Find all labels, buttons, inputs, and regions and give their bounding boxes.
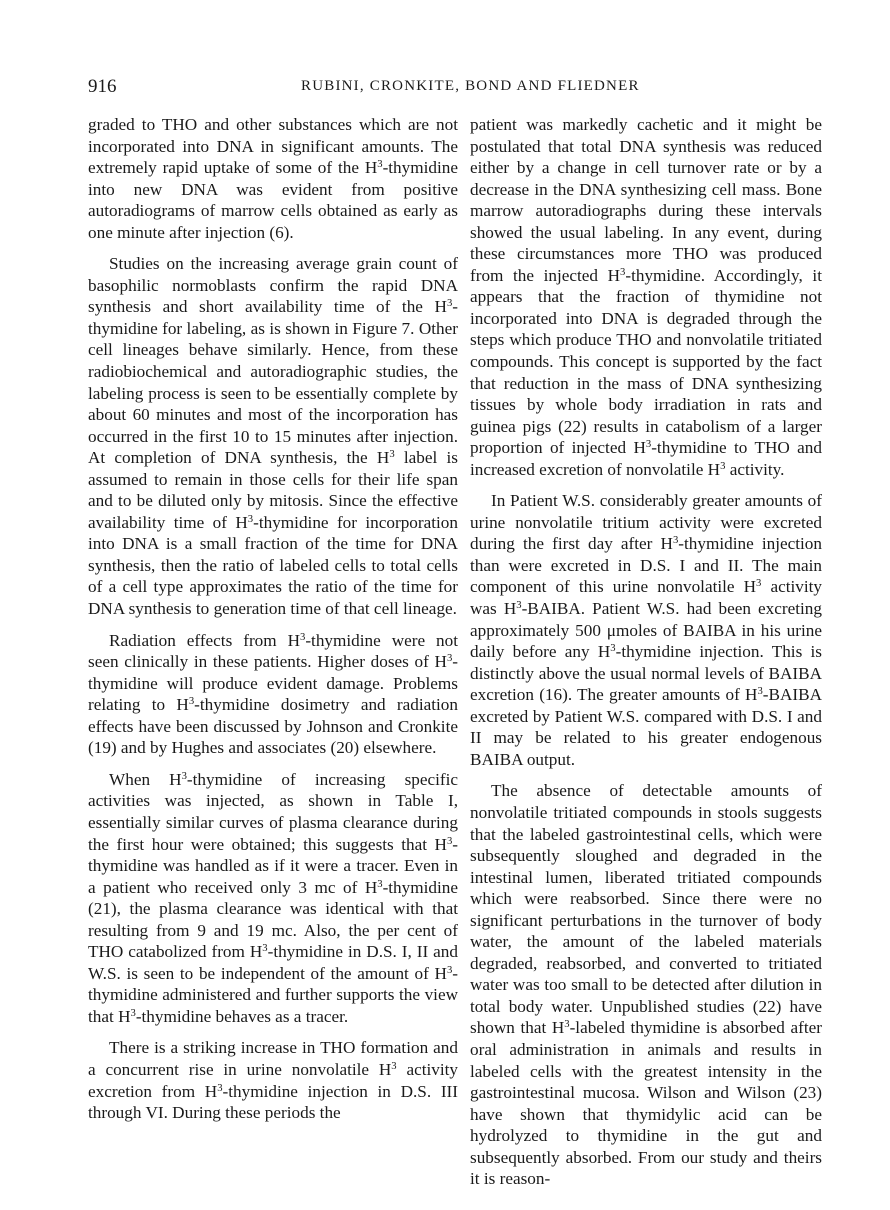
right-column [470, 114, 822, 1200]
paragraph: patient was markedly cachetic and it might be postulated that total DNA synthesis was reduced either by a change in cell turnover rate or by a decrease in the DNA synthesizing cell mass. Bone marrow autoradiographs during these intervals showed the usual labeling. In any event, during these circumstances more THO was produced from the injected $H^3$-thymidine. Accordingly, it appears that the fraction of thymidine not incorporated into DNA is degraded through the steps which produce THO and nonvolatile tritiated compounds. This concept is supported by the fact that reduction in the mass of DNA synthesizing tissues by whole body irradiation in rats and guinea pigs (22) results in catabolism of a larger proportion of injected $H^3$-thymidine to THO and increased excretion of nonvolatile $H^3$ activity. [470, 115, 822, 479]
page-number: 916 [88, 76, 117, 97]
paragraph: When $H^3$-thymidine of increasing specific activities was injected, as shown in Table I, essentially similar curves of plasma clearance during the first hour were obtained; this suggests that $H^3$-thymidine was handled as if it were a tracer. Even in a patient who received only 3 mc of $H^3$-thymidine (21), the plasma clearance was identical with that resulting from 9 and 19 mc. Also, the per cent of THO catabolized from $H^3$-thymidine in D.S. I, II and W.S. is seen to be independent of the amount of $H^3$-thymidine administered and further supports the view that $H^3$-thymidine behaves as a tracer. [88, 769, 459, 1026]
paragraph: The absence of detectable amounts of nonvolatile tritiated compounds in stools suggests that the labeled gastrointestinal cells, which were subsequently sloughed and degraded in the intestinal lumen, liberated tritiated compounds which were reabsorbed. Since there were no significant perturbations in the turnover of body water, the amount of the labeled materials degraded, reabsorbed, and converted to tritiated water was too small to be detected after dilution in total body water. Unpublished studies (22) have shown that $H^3$-labeled thymidine is absorbed after oral administration in animals and results in labeled cells with the greatest intensity in the gastrointestinal mucosa. Wilson and Wilson (23) have shown that thymidylic acid can be hydrolyzed to thymidine in the gut and subsequently absorbed. From our study and theirs it is reason- [470, 781, 822, 1189]
left-column [88, 114, 458, 1134]
running-head: RUBINI, CRONKITE, BOND AND FLIEDNER [301, 78, 640, 94]
paragraph: Studies on the increasing average grain count of basophilic normoblasts confirm the rapid DNA synthesis and short availability time of the $H^3$-thymidine for labeling, as is shown in Figure 7. Other cell lineages behave similarly. Hence, from these radiobiochemical and autoradiographic studies, the labeling process is seen to be essentially complete by about 60 minutes and most of the incorporation has occurred in the first 10 to 15 minutes after injection. At completion of DNA synthesis, the $H^3$ label is assumed to remain in those cells for their life span and to be diluted only by mitosis. Since the effective availability time of $H^3$-thymidine for incorporation into DNA is a small fraction of the time for DNA synthesis, then the ratio of labeled cells to total cells of a cell type approximates the ratio of the time for DNA synthesis to generation time of that cell lineage. [88, 254, 458, 619]
paragraph: graded to THO and other substances which are not incorporated into DNA in significant amounts. The extremely rapid uptake of some of the $H^3$-thymidine into new DNA was evident from positive autoradiograms of marrow cells obtained as early as one minute after injection (6). [88, 115, 458, 242]
page-header [88, 76, 822, 106]
paragraph: There is a striking increase in THO formation and a concurrent rise in urine nonvolatile $H^3$ activity excretion from $H^3$-thymidine injection in D.S. III through VI. During these periods the [88, 1038, 459, 1123]
paragraph: Radiation effects from $H^3$-thymidine were not seen clinically in these patients. Higher doses of $H^3$-thymidine will produce evident damage. Problems relating to $H^3$-thymidine dosimetry and radiation effects have been discussed by Johnson and Cronkite (19) and by Hughes and associates (20) elsewhere. [88, 630, 459, 758]
paragraph: In Patient W.S. considerably greater amounts of urine nonvolatile tritium activity were excreted during the first day after $H^3$-thymidine injection than were excreted in D.S. I and II. The main component of this urine nonvolatile $H^3$ activity was $H^3$-BAIBA. Patient W.S. had been excreting approximately 500 μmoles of BAIBA in his urine daily before any $H^3$-thymidine injection. This is distinctly above the usual normal levels of BAIBA excretion (16). The greater amounts of $H^3$-BAIBA excreted by Patient W.S. compared with D.S. I and II may be related to his greater endogenous BAIBA output. [470, 491, 822, 769]
